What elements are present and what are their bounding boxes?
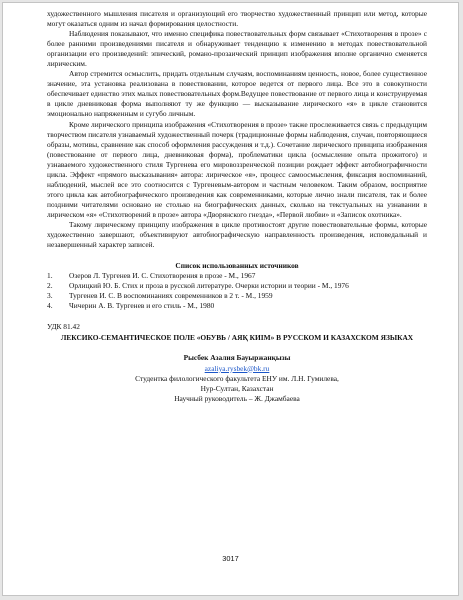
- paragraph: Автор стремится осмыслить, придать отдельным случаям, воспоминаниям ценность, новое, более существенное значение, эта установка реализована в повествовании, которое ведется от первого лица. Все это в совокупности обеспечивает единство этих малых повествовательных форм.Ведущее повествование от первого лица и конструируемая в цикле дневниковая форма выполняют ту же функцию — высказывание лирического «я» в цикле становится эмоционально напряженным и сугубо личным.: [47, 69, 427, 119]
- reference-item: [47, 291, 427, 301]
- reference-text: Озеров Л. Тургенев И. С. Стихотворения в прозе - М., 1967: [69, 271, 256, 281]
- supervisor: Научный руководитель – Ж. Джамбаева: [174, 393, 300, 403]
- reference-number: 2.: [47, 281, 53, 291]
- paragraph: Кроме лирического принципа изображения «Стихотворения в прозе» также прослеживается связь с предыдущим творчеством писателя узнаваемый художественный почерк (традиционные формы наблюдения, случаи, повторяющиеся образы, мотивы, сравнение как способ оформления рассуждения и т.д.). Сочетание лирического принципа изображения (повествование от первого лица, дневниковая форма), проблематики цикла (осмысление опыта прожитого) и узнаваемого художественного стиля Тургенева его мировоззренческой позиции рождает эффект автобиографичности цикла. Эффект «прямого высказывания» автора: лирическое «я», процесс самоосмысления, фиксация воспоминаний, наблюдений, мыслей все это соотносится с Тургеневым-автором и частным человеком. Таким образом, восприятие этого цикла как автобиографического произведения как современниками, которые лично знали писателя, так и более поздними читателями основано не столько на биографических данных, сколько на текстуальных на узнавании в лирическом «я» «Стихотворений в прозе» автора «Дворянского гнезда», «Первой любви» и «Записок охотника».: [47, 119, 427, 219]
- references-list: [47, 271, 427, 311]
- author-name: Рысбек Азалия Бауыржанқызы: [183, 353, 291, 363]
- page-content: [47, 9, 427, 404]
- paragraph: Наблюдения показывают, что именно специфика повествовательных форм связывает «Стихотворения в прозе» с более ранними произведениями писателя и обнаруживает тенденцию к изменению в методах повествовательной организации его произведений: эпический, романо-прозаический принцип изображения вполне органично сменяется лирическим.: [47, 29, 427, 69]
- reference-text: Тургенев И. С. В воспоминаниях современников в 2 т. - М., 1959: [69, 291, 273, 301]
- reference-number: 4.: [47, 301, 53, 311]
- reference-item: [47, 271, 427, 281]
- reference-item: [47, 281, 427, 291]
- reference-item: [47, 301, 427, 311]
- udk-code: УДК 81.42: [47, 322, 80, 332]
- reference-number: 1.: [47, 271, 53, 281]
- reference-number: 3.: [47, 291, 53, 301]
- article-title: ЛЕКСИКО-СЕМАНТИЧЕСКОЕ ПОЛЕ «ОБУВЬ / АЯҚ КИІМ» В РУССКОМ И КАЗАХСКОМ ЯЗЫКАХ: [60, 333, 414, 343]
- paragraph: Такому лирическому принципу изображения в цикле противостоят другие повествовательные формы, которые художественно завершают, объективируют автобиографическую направленность произведения, исповедальный и незавершенный характер записей.: [47, 219, 427, 250]
- document-page: [2, 2, 459, 596]
- references-heading: Список использованных источников: [175, 261, 299, 271]
- page-number: 3017: [222, 554, 239, 563]
- author-email-link[interactable]: azaliya.rysbek@bk.ru: [204, 363, 270, 373]
- author-location: Нур-Султан, Казахстан: [200, 383, 274, 393]
- reference-text: Орлицкий Ю. Б. Стих и проза в русской литературе. Очерки истории и теории - М., 1976: [69, 281, 349, 291]
- paragraph-continuation: художественного мышления писателя и организующий его творчество художественный принцип или метод, которые могут оказаться одним из начал формирования целостности.: [47, 9, 427, 29]
- author-affiliation: Студентка филологического факультета ЕНУ им. Л.Н. Гумилева,: [135, 373, 339, 383]
- reference-text: Чичерин А. В. Тургенев и его стиль - М., 1980: [69, 301, 215, 311]
